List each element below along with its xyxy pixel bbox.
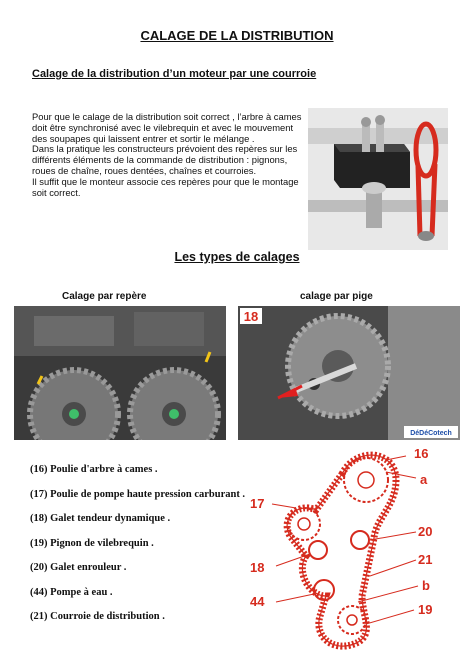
section-title: Les types de calages: [174, 250, 300, 264]
legend-item: (16) Poulie d'arbre à cames .: [30, 464, 158, 475]
intro-text: [32, 112, 304, 198]
legend-item: (20) Galet enrouleur .: [30, 562, 127, 573]
diagram-label-19: 19: [418, 602, 433, 617]
legend-item: (19) Pignon de vilebrequin .: [30, 537, 154, 549]
belt-path: [287, 455, 396, 646]
caption-left: Calage par repère: [62, 291, 147, 302]
diagram-label-17: 17: [250, 496, 265, 511]
diagram-label-18: 18: [250, 560, 265, 575]
intro-paragraph: Pour que le calage de la distribution soit correct , l’arbre à cames doit être synchronisé avec le vilebrequin et avec le mouvement des soupapes qui laissent entrer et sortir le mélange .: [32, 111, 302, 144]
tensioner-roller: [309, 541, 327, 559]
page-title: CALAGE DE LA DISTRIBUTION: [140, 28, 334, 43]
intro-paragraph: Dans la pratique les constructeurs prévoient des repères sur les différents éléments de la commande de distribution : pignons, roues de chaîne, roues dentées, chaînes et courroies.: [32, 143, 298, 176]
diagram-label-20: 20: [418, 524, 433, 539]
timing-belt-diagram: [246, 446, 464, 654]
subtitle: Calage de la distribution d’un moteur par une courroie: [32, 68, 317, 80]
intro-paragraph: Il suffit que le monteur associe ces repères pour que le montage soit correct.: [32, 175, 299, 198]
photo-badge: 18: [243, 309, 259, 324]
legend-item: (44) Pompe à eau .: [30, 586, 113, 598]
photo-locking-pin: [238, 306, 460, 440]
legend-item: (17) Poulie de pompe haute pression carburant .: [30, 488, 246, 500]
idler-roller: [351, 531, 369, 549]
hp-pump-pulley: [288, 508, 320, 540]
component-legend: [30, 464, 245, 636]
camshaft-pulley: [344, 458, 388, 502]
diagram-label-16: 16: [414, 446, 429, 461]
engine-timing-illustration: [308, 108, 448, 250]
diagram-label-44: 44: [250, 594, 265, 609]
diagram-label-21: 21: [418, 552, 433, 567]
diagram-label-a: a: [420, 472, 428, 487]
legend-item: (21) Courroie de distribution .: [30, 611, 165, 622]
photo-timing-marks: [14, 306, 226, 440]
diagram-label-b: b: [422, 578, 430, 593]
caption-right: calage par pige: [300, 291, 373, 302]
legend-item: (18) Galet tendeur dynamique .: [30, 513, 171, 524]
photo-watermark: DéDéCotech: [410, 430, 452, 437]
crankshaft-sprocket: [338, 606, 366, 634]
water-pump-pulley: [314, 580, 334, 600]
